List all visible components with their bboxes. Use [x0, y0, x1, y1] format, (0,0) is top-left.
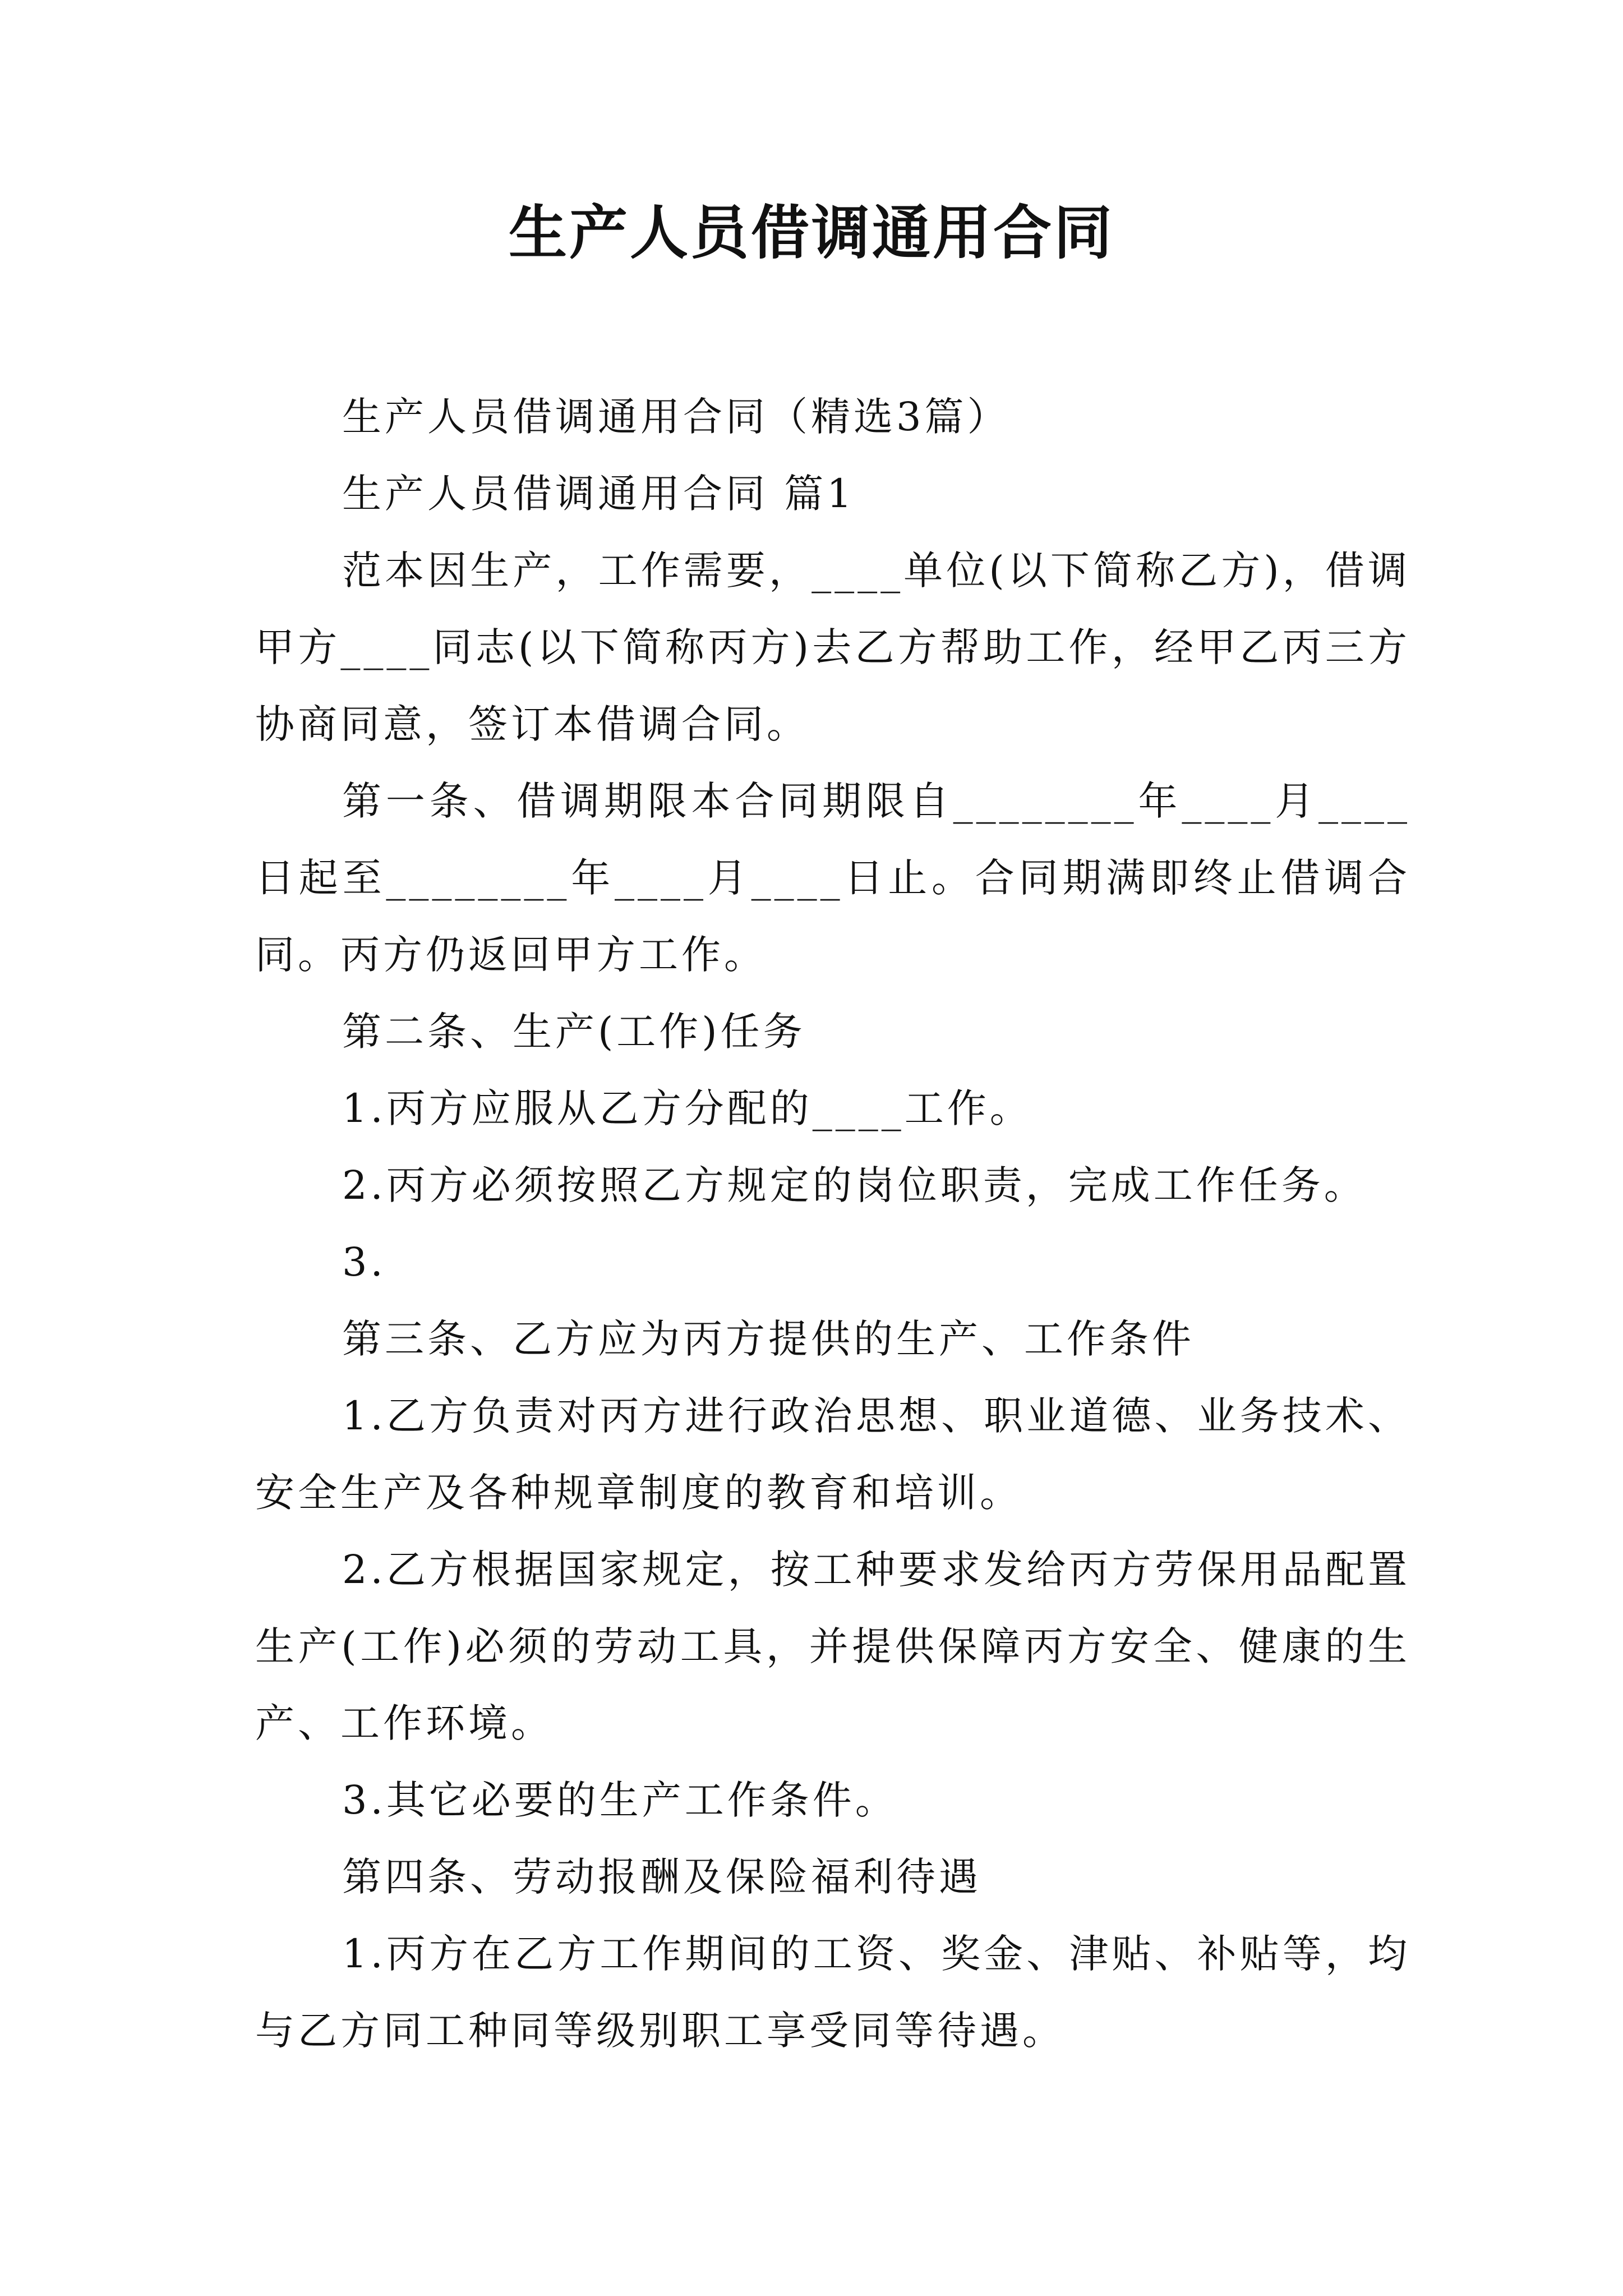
paragraph-article-2-heading: 第二条、生产(工作)任务	[342, 1009, 806, 1055]
paragraph-preamble: 范本因生产，工作需要，____单位(以下简称乙方)，借调甲方____同志(以下简称丙方)去乙方帮助工作，经甲乙丙三方协商同意，签订本借调合同。	[255, 547, 1410, 747]
paragraph-article-2-item-3: 3.	[342, 1239, 386, 1285]
paragraph-article-2-item-2: 2.丙方必须按照乙方规定的岗位职责，完成工作任务。	[342, 1162, 1367, 1208]
paragraph-article-1: 第一条、借调期限本合同期限自________年____月____日起至________年____月____日止。合同期满即终止借调合同。丙方仍返回甲方工作。	[255, 778, 1410, 978]
paragraph-article-3-heading: 第三条、乙方应为丙方提供的生产、工作条件	[342, 1316, 1195, 1362]
paragraph-article-3-item-2: 2.乙方根据国家规定，按工种要求发给丙方劳保用品配置生产(工作)必须的劳动工具，并提供保障丙方安全、健康的生产、工作环境。	[255, 1547, 1410, 1746]
paragraph-article-3-item-3: 3.其它必要的生产工作条件。	[342, 1777, 898, 1823]
paragraph-article-3-item-1: 1.乙方负责对丙方进行政治思想、职业道德、业务技术、安全生产及各种规章制度的教育和培训。	[255, 1393, 1410, 1516]
paragraph-article-4-item-1: 1.丙方在乙方工作期间的工资、奖金、津贴、补贴等，均与乙方同工种同等级别职工享受同等待遇。	[255, 1931, 1410, 2054]
paragraph-article-2-item-1: 1.丙方应服从乙方分配的____工作。	[342, 1085, 1032, 1131]
document-title: 生产人员借调通用合同	[508, 198, 1114, 267]
document-body	[255, 379, 1410, 2069]
paragraph-article-4-heading: 第四条、劳动报酬及保险福利待遇	[342, 1854, 981, 1900]
paragraph-section-heading: 生产人员借调通用合同 篇1	[342, 471, 855, 517]
paragraph-subtitle: 生产人员借调通用合同（精选3篇）	[342, 394, 1010, 440]
